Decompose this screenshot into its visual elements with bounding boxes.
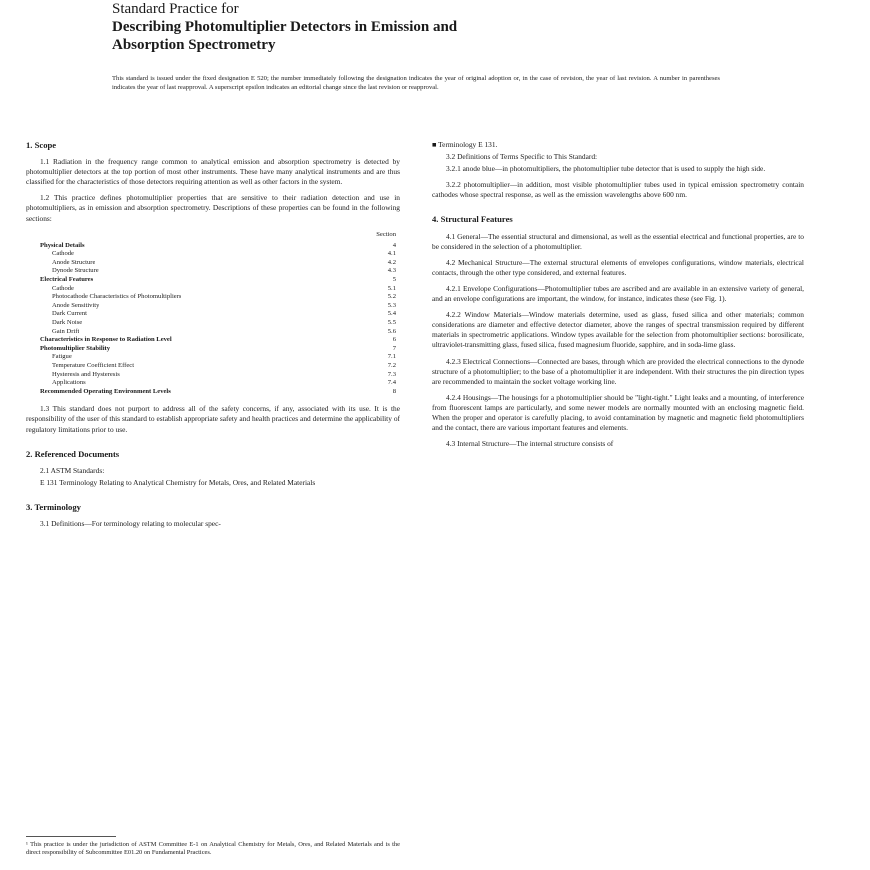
paragraph-4-2-2: 4.2.2 Window Materials—Window materials determine, used as glass, fused silica and other materials; common considerations are diameter and effective detector diameter, above the ranges of spectral transmission required by different materials in spectrometric applications. Window types available for the selection from photomultiplier sections: borosilicate, ultraviolet-transmitting glass, fused silica, fused magnesium fluoride, sapphire, and in soda-lime glass. [432,310,804,350]
footnote-rule [26,836,116,837]
section-table-row [26,362,400,371]
section-table-number: 4.1 [387,250,396,258]
section-table-number: 7 [392,344,396,352]
section-table-label: Physical Details [40,241,85,249]
section-table-row [26,302,400,311]
paragraph-1-3: 1.3 This standard does not purport to address all of the safety concerns, if any, associated with its use. It is the responsibility of the user of this standard to establish appropriate safety and health practices and determine the applicability of regulatory limitations prior to use. [26,404,400,434]
paragraph-1-2: 1.2 This practice defines photomultiplier properties that are sensitive to their radiation detection and use in photomultipliers, as in emission and absorption spectrometry. Descriptions of these properties can be found in the following sections: [26,193,400,223]
paragraph-4-3: 4.3 Internal Structure—The internal structure consists of [446,439,614,449]
section-table-rows [26,242,400,397]
section-table-number: 5.5 [387,319,396,326]
section-table-number: 7.1 [387,353,396,361]
paragraph-4-2-3: 4.2.3 Electrical Connections—Connected are bases, through which are provided the electrical connections to the dynode structure of a photomultiplier; to the base of a photomultiplier it are independent. With their structures the pin direction types are recommended to maintain the socket voltage working line. [432,356,804,386]
paragraph-4-2-4: 4.2.4 Housings—The housings for a photomultiplier should be "light-tight." Light leaks and a mounting, of interference from fluorescent lamps are particularly, and some newer models are normally mounted with an enclosing magnetic field. When the proper and operator is carefully placing, to avoid contamination by magnetic and magnetic field photomultipliers and the contact, there are various important features and elements. [432,392,804,433]
paragraph-4-1: 4.1 General—The essential structural and dimensional, as well as the essential electrical and functional properties, are to be considered in the selection of a photomultiplier. [432,231,804,251]
section-table-label: Dark Current [52,310,87,318]
abstract-note: This standard is issued under the fixed designation E 520; the number immediately following the designation indicates the year of original adoption or, in the case of revision, the year of last revision. A number in parentheses indicates the year of last reapproval. A superscript epsilon indicates an editorial change since the last revision or reapproval. [112,75,720,91]
title-line-3: Absorption Spectrometry [112,37,276,53]
section-table-label: Characteristics in Response to Radiation Level [40,336,172,344]
paragraph-4-2: 4.2 Mechanical Structure—The external structural elements of envelopes configurations, window materials, electrical contacts, through the other type considered, and external features. [432,257,804,277]
section-table-row [26,336,400,345]
section-table-label: Photocathode Characteristics of Photomultipliers [52,293,182,301]
section-table-number: 5.1 [387,284,396,292]
right-column [432,140,804,455]
section-table-row [26,259,400,268]
section-table-label: Photomultiplier Stability [40,344,111,352]
section-table-row [26,345,400,354]
left-column [26,140,400,535]
section-2-title: 2. Referenced Documents [26,448,120,459]
section-table-number: 4 [392,241,396,249]
section-3-title: 3. Terminology [26,501,81,512]
section-table-row [26,371,400,380]
section-table-number: 7.4 [387,379,396,387]
section-table-number: 4.3 [387,267,396,275]
section-table-row [26,293,400,302]
section-table-label: Anode Structure [52,258,96,266]
definitions-subhead: 3.2 Definitions of Terms Specific to This Standard: [446,152,598,162]
title-line-1: Standard Practice for [112,1,239,17]
section-table-number: 5.3 [387,301,396,309]
section-4-title: 4. Structural Features [432,214,513,225]
section-table-label: Cathode [52,284,74,292]
section-table-row [26,285,400,294]
section-table-row [26,310,400,319]
section-table-number: 5.6 [387,327,396,335]
section-table-label: Applications [52,379,86,387]
title-line-2: Describing Photomultiplier Detectors in Emission and [112,19,458,35]
section-table-number: 5.4 [387,310,396,318]
section-table-row [26,353,400,362]
paragraph-4-2-1: 4.2.1 Envelope Configurations—Photomultiplier tubes are ascribed and are available in an extensive variety of general, and an envelope configurations are important, the window, for instance, indicates these (see Fig. 1). [432,283,804,304]
section-table [26,230,400,397]
section-table-number: 7.3 [387,370,396,378]
paragraph-3-1: 3.1 Definitions—For terminology relating to molecular spec- [40,519,221,528]
paragraph-3-2-2: 3.2.2 photomultiplier—in addition, most visible photomultiplier tubes used in typical emission spectrometry contain cathodes whose spectral response, as well as the emission wavelengths above 600 nm. [432,180,804,200]
section-table-label: Recommended Operating Environment Levels [40,387,171,395]
section-table-label: Temperature Coefficient Effect [52,361,135,369]
astm-standards-label: 2.1 ASTM Standards: [40,465,105,475]
section-table-label: Dynode Structure [52,267,99,275]
section-table-header: Section [376,230,396,238]
section-table-label: Dark Noise [52,319,83,326]
section-table-label: Anode Sensitivity [52,301,100,309]
section-table-number: 8 [392,387,396,395]
section-table-label: Gain Drift [52,327,80,335]
section-table-number: 7.2 [387,361,396,369]
paragraph-1-1: 1.1 Radiation in the frequency range common to analytical emission and absorption spectrometry is detected by photomultiplier detectors at the top portion of most other instruments. These have many analytical instruments and are thus classified for the characteristics of those detectors requiring attention as well as other factors in the system. [26,157,400,187]
section-1-title: 1. Scope [26,140,57,150]
section-table-row [26,388,400,397]
section-table-number: 4.2 [387,258,396,266]
section-table-number: 6 [392,336,396,344]
section-table-row [26,328,400,337]
section-table-label: Cathode [52,250,74,258]
section-table-row [26,379,400,388]
section-table-label: Hysteresis and Hysteresis [52,370,120,378]
section-table-row [26,267,400,276]
section-table-row [26,250,400,259]
section-table-row [26,242,400,251]
terminology-continued: ■ Terminology E 131. [432,140,498,149]
section-table-number: 5.2 [387,293,396,301]
referenced-document: E 131 Terminology Relating to Analytical Chemistry for Metals, Ores, and Related Materials [40,477,316,487]
section-table-number: 5 [392,276,396,284]
footnote: ¹ This practice is under the jurisdiction of ASTM Committee E-1 on Analytical Chemistry for Metals, Ores, and Related Materials and is the direct responsibility of Subcommittee E01.20 on Fundamental Practices. [26,841,400,857]
section-table-label: Fatigue [52,353,72,361]
section-table-row [26,276,400,285]
section-table-row [26,319,400,328]
paragraph-3-2-1: 3.2.1 anode blue—in photomultipliers, the photomultiplier tube detector that is used to supply the high side. [446,164,766,174]
document-header [112,0,732,54]
section-table-label: Electrical Features [40,276,94,284]
